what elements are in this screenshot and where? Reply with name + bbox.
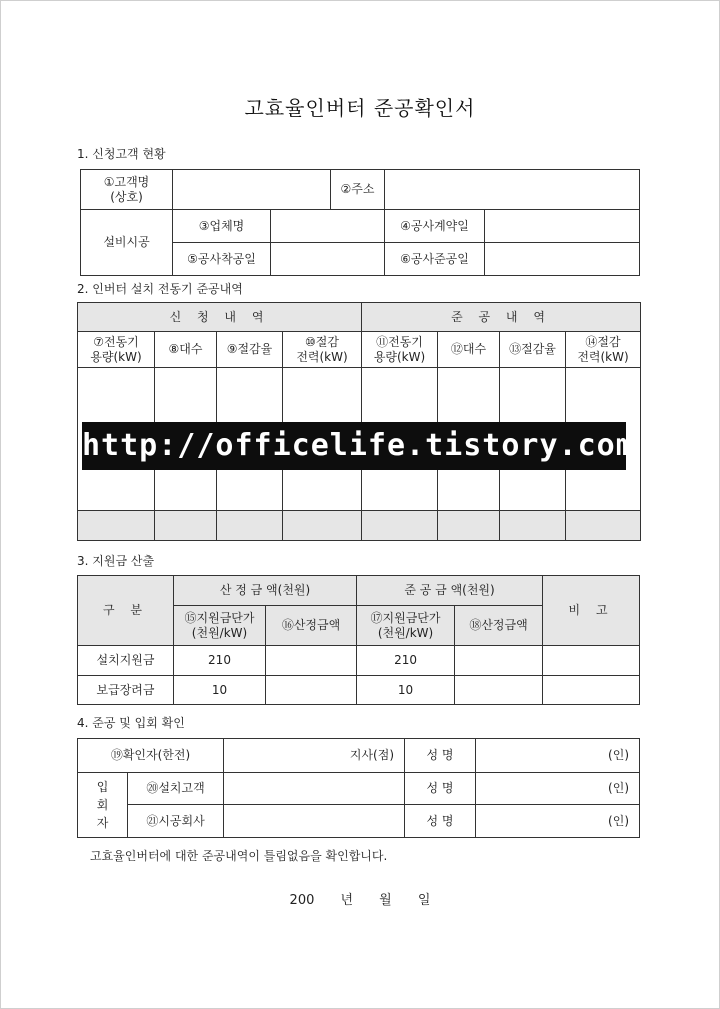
final-amount-header: 준 공 금 액(천원) [357, 576, 543, 606]
col-motor-capacity-done: ⑪전동기 용량(kW) [362, 332, 438, 368]
company-label: ③업체명 [173, 210, 271, 243]
company-value[interactable] [271, 210, 385, 243]
col-saving-rate-done: ⑬절감율 [500, 332, 566, 368]
contract-date-label: ④공사계약일 [385, 210, 485, 243]
unit-price-b: ⑰지원금단가 (천원/kW) [357, 606, 455, 646]
motor-total-row [78, 511, 641, 541]
col-saving-power-done: ⑭절감 전력(kW) [566, 332, 641, 368]
watermark-banner: http://officelife.tistory.com [82, 422, 626, 470]
subsidy-row: 설치지원금 210 210 [78, 646, 640, 676]
seal-mark[interactable]: (인) [476, 739, 640, 773]
remarks-header: 비 고 [543, 576, 640, 646]
seal-mark[interactable]: (인) [476, 805, 640, 838]
confirmation-table [77, 738, 640, 838]
address-value[interactable] [385, 170, 640, 210]
end-date-label: ⑥공사준공일 [385, 243, 485, 276]
branch-label: 지사(점) [224, 739, 405, 773]
start-date-value[interactable] [271, 243, 385, 276]
amount-a: ⑯산정금액 [266, 606, 357, 646]
address-label: ②주소 [331, 170, 385, 210]
incentive-row: 보급장려금 10 10 [78, 676, 640, 705]
section1-heading: 1. 신청고객 현황 [77, 147, 166, 161]
section2-heading: 2. 인버터 설치 전동기 준공내역 [77, 282, 243, 296]
install-label: 설비시공 [81, 210, 173, 276]
col-count-done: ⑫대수 [438, 332, 500, 368]
col-saving-power: ⑩절감 전력(kW) [283, 332, 362, 368]
amount-b: ⑱산정금액 [455, 606, 543, 646]
section3-heading: 3. 지원금 산출 [77, 554, 155, 568]
name-label: 성 명 [405, 739, 476, 773]
customer-label: ⑳설치고객 [128, 773, 224, 805]
confirmer-label: ⑲확인자(한전) [78, 739, 224, 773]
customer-table [80, 169, 640, 276]
contract-date-value[interactable] [485, 210, 640, 243]
name-label: 성 명 [405, 773, 476, 805]
category-header: 구 분 [78, 576, 174, 646]
contractor-label: ㉑시공회사 [128, 805, 224, 838]
apply-header: 신 청 내 역 [78, 303, 362, 332]
seal-mark[interactable]: (인) [476, 773, 640, 805]
confirmation-notice: 고효율인버터에 대한 준공내역이 틀림없음을 확인합니다. [90, 849, 388, 863]
col-count: ⑧대수 [155, 332, 217, 368]
date-line: 200 년 월 일 [289, 893, 431, 908]
col-motor-capacity: ⑦전동기 용량(kW) [78, 332, 155, 368]
section4-heading: 4. 준공 및 입회 확인 [77, 716, 185, 730]
witness-label: 입 회 자 [78, 773, 128, 838]
end-date-value[interactable] [485, 243, 640, 276]
name-label: 성 명 [405, 805, 476, 838]
col-saving-rate: ⑨절감율 [217, 332, 283, 368]
done-header: 준 공 내 역 [362, 303, 641, 332]
calc-amount-header: 산 정 금 액(천원) [174, 576, 357, 606]
start-date-label: ⑤공사착공일 [173, 243, 271, 276]
subsidy-table [77, 575, 640, 705]
document-title: 고효율인버터 준공확인서 [244, 96, 476, 120]
customer-name-label: ①고객명 (상호) [81, 170, 173, 210]
customer-name-value[interactable] [173, 170, 331, 210]
unit-price-a: ⑮지원금단가 (천원/kW) [174, 606, 266, 646]
